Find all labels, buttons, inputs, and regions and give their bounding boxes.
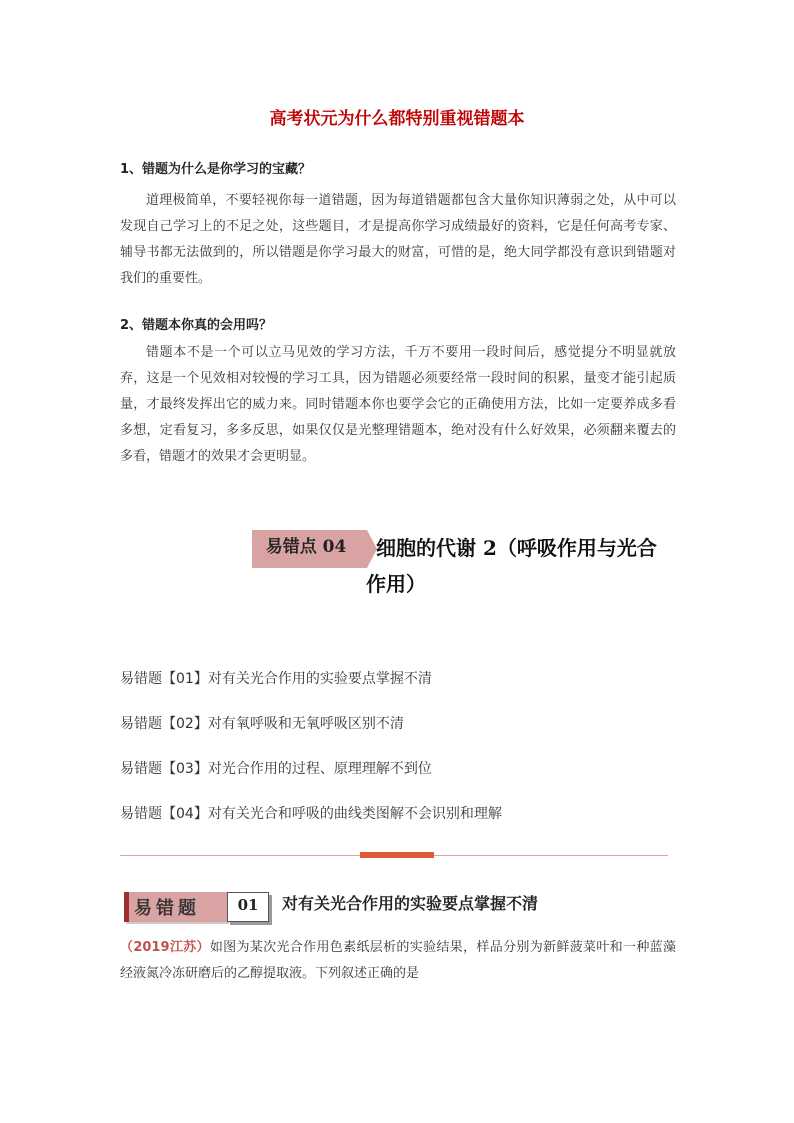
question-body: 如图为某次光合作用色素纸层析的实验结果，样品分别为新鲜菠菜叶和一种蓝藻经液氮冷冻研磨后的乙醇提取液。下列叙述正确的是 <box>120 940 676 981</box>
item-badge-number: 01 <box>237 896 259 914</box>
item-title: 对有关光合作用的实验要点掌握不清 <box>282 894 539 913</box>
error-list-item: 易错题【02】对有氧呼吸和无氧呼吸区别不清 <box>120 716 404 732</box>
section-banner-title-cont: 作用） <box>366 572 426 596</box>
error-list-item: 易错题【03】对光合作用的过程、原理理解不到位 <box>120 761 432 777</box>
section-2-paragraph: 错题本不是一个可以立马见效的学习方法，千万不要用一段时间后，感觉提分不明显就放弃，这是一个见效相对较慢的学习工具，因为错题必须要经常一段时间的积累，量变才能引起质量，才最终发挥出它的威力来。同时错题本你也要学会它的正确使用方法，比如一定要养成多看多想，定看复习，多多反思，如果仅仅是光整理错题本，绝对没有什么好效果，必须翻来覆去的多看，错题才的效果才会更明显。 <box>120 345 676 464</box>
error-list-item: 易错题【04】对有关光合和呼吸的曲线类图解不会识别和理解 <box>120 806 502 822</box>
section-2-heading: 2、错题本你真的会用吗？ <box>120 318 273 333</box>
section-1-paragraph: 道理极简单，不要轻视你每一道错题，因为每道错题都包含大量你知识薄弱之处，从中可以发现自己学习上的不足之处，这些题目，才是提高你学习成绩最好的资料，它是任何高考专家、辅导书都无法做到的，所以错题是你学习最大的财富，可惜的是，绝大同学都没有意识到错题对我们的重要性。 <box>120 193 676 286</box>
page-title: 高考状元为什么都特别重视错题本 <box>269 109 525 129</box>
divider-accent <box>360 852 434 858</box>
section-banner-title: 细胞的代谢 2（呼吸作用与光合 <box>376 536 657 560</box>
question-source: （2019江苏） <box>120 940 210 955</box>
item-badge-number-box <box>227 892 269 922</box>
question-text-block <box>120 935 676 987</box>
item-badge-word: 易错题 <box>134 898 200 919</box>
section-1-heading: 1、错题为什么是你学习的宝藏？ <box>120 162 312 177</box>
item-badge <box>124 888 270 926</box>
error-list-item: 易错题【01】对有关光合作用的实验要点掌握不清 <box>120 671 432 687</box>
section-banner-label: 易错点 04 <box>265 537 347 557</box>
